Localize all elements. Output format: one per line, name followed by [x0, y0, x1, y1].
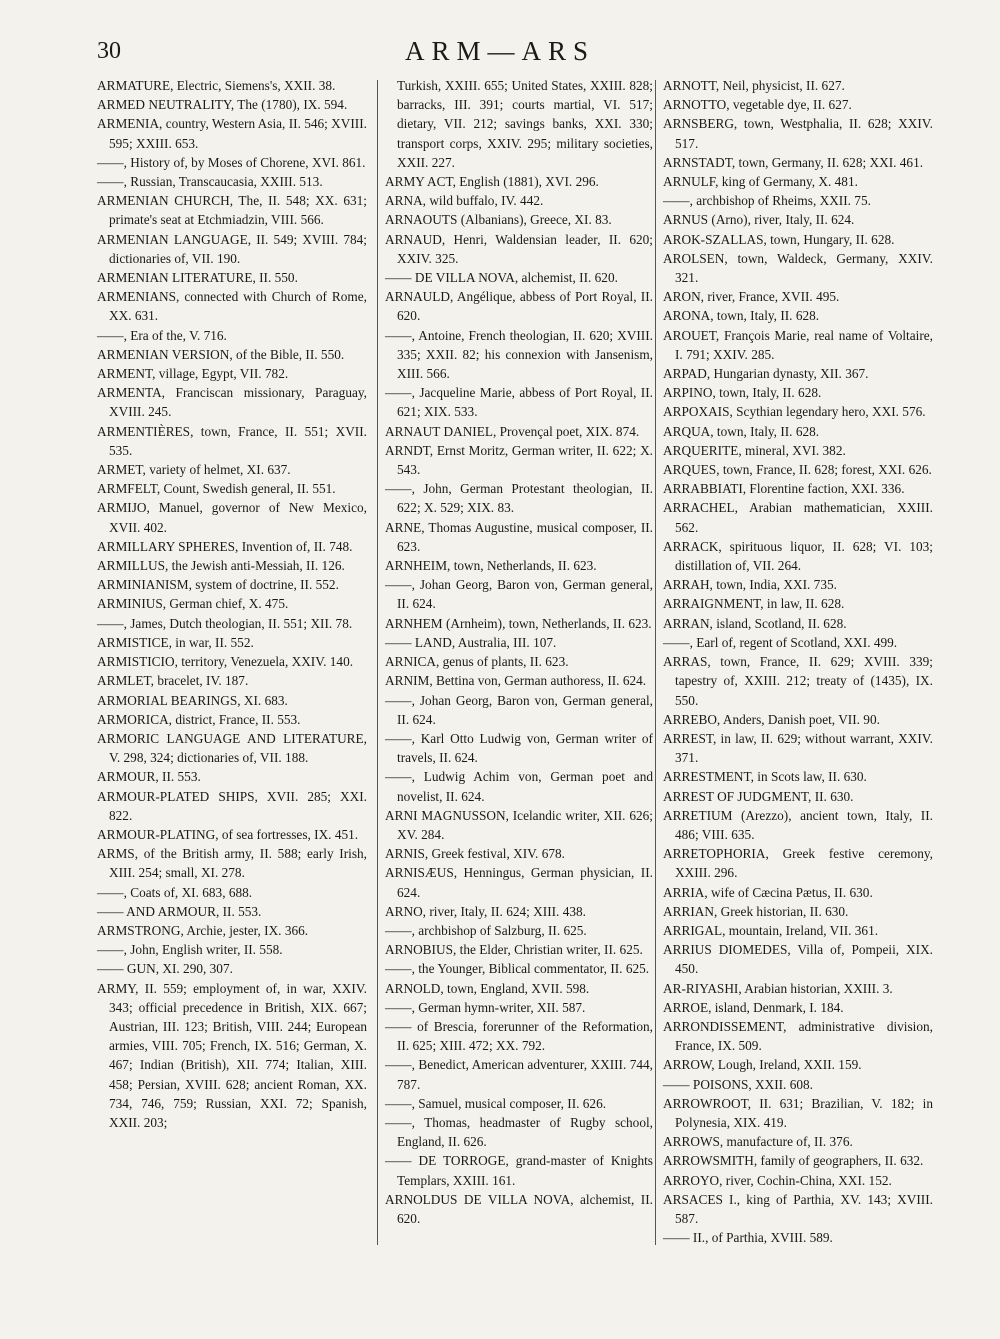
index-entry: ARRIUS DIOMEDES, Villa of, Pompeii, XIX. 450.	[663, 942, 933, 977]
index-entry: ARNIM, Bettina von, German authoress, II. 624.	[385, 673, 647, 689]
index-entry: ——, Ludwig Achim von, German poet and novelist, II. 624.	[385, 769, 653, 804]
index-entry: ARNHEIM, town, Netherlands, II. 623.	[385, 558, 597, 574]
index-entry: ARRIGAL, mountain, Ireland, VII. 361.	[663, 922, 879, 938]
index-entry: ARNAULD, Angélique, abbess of Port Royal, II. 620.	[385, 289, 653, 324]
index-entry: ——, Russian, Transcaucasia, XXIII. 513.	[97, 174, 323, 190]
index-entry: ARMISTICE, in war, II. 552.	[97, 634, 254, 650]
index-entry: ARMY, II. 559; employment of, in war, XXIV. 343; official precedence in British, XIX. 667; Austrian, III. 123; British, VIII. 244; European armies, VIII. 705; French, IX. 516; German, X. 467; Indian (British), XII. 774; Italian, XIII. 458; Persian, XVIII. 628; ancient Roman, XX. 734, 746, 759; Russian, XXI. 72; Spanish, XXII. 203;	[97, 980, 367, 1130]
index-entry: ARRACK, spirituous liquor, II. 628; VI. 103; distillation of, VII. 264.	[663, 538, 933, 574]
index-entry: ARRETIUM (Arezzo), ancient town, Italy, II. 486; VIII. 635.	[663, 807, 933, 842]
index-entry: AR-RIYASHI, Arabian historian, XXIII. 3.	[663, 980, 893, 996]
index-entry: ARONA, town, Italy, II. 628.	[663, 308, 820, 324]
index-entry: ARMENIA, country, Western Asia, II. 546; XVIII. 595; XXIII. 653.	[97, 116, 367, 151]
index-entry: ARPOXAIS, Scythian legendary hero, XXI. 576.	[663, 404, 926, 420]
index-entry: ARRABBIATI, Florentine faction, XXI. 336.	[663, 481, 905, 497]
index-entry: ARREST OF JUDGMENT, II. 630.	[663, 788, 854, 804]
index-entry: ARMISTICIO, territory, Venezuela, XXIV. 140.	[97, 654, 354, 670]
index-entry: ARMENTA, Franciscan missionary, Paraguay, XVIII. 245.	[97, 385, 367, 420]
index-entry: ARNUS (Arno), river, Italy, II. 624.	[663, 212, 855, 228]
index-entry: ARNOBIUS, the Elder, Christian writer, II. 625.	[385, 942, 643, 958]
index-entry: ——, John, German Protestant theologian, II. 622; X. 529; XIX. 83.	[385, 481, 653, 516]
index-entry: ARROWROOT, II. 631; Brazilian, V. 182; in Polynesia, XIX. 419.	[663, 1095, 933, 1130]
index-entry: ARMILLARY SPHERES, Invention of, II. 748.	[97, 538, 353, 554]
index-entry: ——, Johan Georg, Baron von, German general, II. 624.	[385, 577, 653, 612]
index-entry: ARON, river, France, XVII. 495.	[663, 289, 840, 305]
index-entry: ARNI MAGNUSSON, Icelandic writer, XII. 626; XV. 284.	[385, 807, 653, 842]
running-head: ARM—ARS	[404, 36, 596, 66]
index-entry: ARROW, Lough, Ireland, XXII. 159.	[663, 1057, 862, 1073]
index-entry: ARNE, Thomas Augustine, musical composer, II. 623.	[385, 519, 653, 554]
index-entry: ——, the Younger, Biblical commentator, II. 625.	[385, 961, 650, 977]
index-entry: ARSACES I., king of Parthia, XV. 143; XVIII. 587.	[663, 1191, 933, 1226]
index-entry: ARMLET, bracelet, IV. 187.	[97, 673, 249, 689]
index-entry: —— DE TORROGE, grand-master of Knights Templars, XXIII. 161.	[385, 1153, 653, 1188]
index-entry: ARROWSMITH, family of geographers, II. 632.	[663, 1153, 924, 1169]
index-entry: ——, Era of the, V. 716.	[97, 327, 227, 343]
index-entry: ARROE, island, Denmark, I. 184.	[663, 999, 844, 1015]
index-entry: —— GUN, XI. 290, 307.	[97, 961, 233, 977]
index-entry: ARREST, in law, II. 629; without warrant, XXIV. 371.	[663, 730, 933, 766]
index-entry: ——, Benedict, American adventurer, XXIII. 744, 787.	[385, 1057, 653, 1092]
index-entry: ARRETOPHORIA, Greek festive ceremony, XXIII. 296.	[663, 846, 933, 881]
index-entry: ——, German hymn-writer, XII. 587.	[385, 999, 586, 1015]
index-entry: ——, archbishop of Rheims, XXII. 75.	[663, 193, 871, 209]
index-entry: ARMENT, village, Egypt, VII. 782.	[97, 366, 289, 382]
index-entry: ARQUES, town, France, II. 628; forest, XXI. 626.	[663, 462, 932, 478]
index-entry: ——, Johan Georg, Baron von, German general, II. 624.	[385, 692, 653, 727]
column-divider	[655, 80, 656, 1245]
index-entry: ARNSBERG, town, Westphalia, II. 628; XXIV. 517.	[663, 116, 933, 151]
index-entry: ARMORIC LANGUAGE AND LITERATURE, V. 298, 324; dictionaries of, VII. 188.	[97, 730, 367, 766]
index-entry: ——, Coats of, XI. 683, 688.	[97, 884, 253, 900]
index-entry: ——, Samuel, musical composer, II. 626.	[385, 1095, 607, 1111]
index-entry: ARMOUR, II. 553.	[97, 769, 201, 785]
index-entry: ARREBO, Anders, Danish poet, VII. 90.	[663, 711, 880, 727]
index-entry: ARMOUR-PLATING, of sea fortresses, IX. 451.	[97, 826, 359, 842]
index-entry: ARMFELT, Count, Swedish general, II. 551.	[97, 481, 336, 497]
index-entry: ARMENIANS, connected with Church of Rome, XX. 631.	[97, 289, 367, 324]
index-entry: ARMS, of the British army, II. 588; early Irish, XIII. 254; small, XI. 278.	[97, 846, 367, 881]
index-entry: ARNA, wild buffalo, IV. 442.	[385, 193, 544, 209]
index-column-3	[663, 76, 933, 1247]
index-entry: ——, History of, by Moses of Chorene, XVI. 861.	[97, 154, 366, 170]
index-entry: ARNO, river, Italy, II. 624; XIII. 438.	[385, 903, 586, 919]
index-entry: ARQUERITE, mineral, XVI. 382.	[663, 442, 846, 458]
index-entry: ARMENIAN LITERATURE, II. 550.	[97, 270, 298, 286]
index-entry: ARMSTRONG, Archie, jester, IX. 366.	[97, 922, 309, 938]
page-number: 30	[97, 38, 121, 64]
index-entry: ARRAIGNMENT, in law, II. 628.	[663, 596, 845, 612]
index-entry: ARNOTT, Neil, physicist, II. 627.	[663, 78, 845, 93]
index-entry: —— II., of Parthia, XVIII. 589.	[663, 1230, 833, 1246]
index-entry: ARMENIAN VERSION, of the Bible, II. 550.	[97, 346, 345, 362]
index-entry: ARQUA, town, Italy, II. 628.	[663, 423, 820, 439]
index-entry: ——, Earl of, regent of Scotland, XXI. 499.	[663, 634, 898, 650]
index-entry: ARPAD, Hungarian dynasty, XII. 367.	[663, 366, 869, 382]
index-entry: ——, James, Dutch theologian, II. 551; XII. 78.	[97, 615, 353, 631]
index-entry: ARRACHEL, Arabian mathematician, XXIII. 562.	[663, 500, 933, 535]
index-entry: ARMENTIÈRES, town, France, II. 551; XVII. 535.	[97, 423, 367, 458]
index-entry: —— DE VILLA NOVA, alchemist, II. 620.	[385, 270, 618, 286]
index-entry: ARROWS, manufacture of, II. 376.	[663, 1134, 853, 1150]
index-entry: ARMED NEUTRALITY, The (1780), IX. 594.	[97, 97, 348, 113]
index-entry: ARNIS, Greek festival, XIV. 678.	[385, 846, 565, 862]
index-entry: ——, archbishop of Salzburg, II. 625.	[385, 922, 587, 938]
index-column-1	[97, 76, 367, 1132]
index-entry: —— of Brescia, forerunner of the Reformation, II. 625; XIII. 472; XX. 792.	[385, 1018, 653, 1054]
index-entry: ARRONDISSEMENT, administrative division, France, IX. 509.	[663, 1018, 933, 1054]
column-divider	[377, 80, 378, 1245]
index-entry: ARMORICA, district, France, II. 553.	[97, 711, 301, 727]
index-entry: ——, John, English writer, II. 558.	[97, 942, 283, 958]
index-entry: ARNICA, genus of plants, II. 623.	[385, 654, 569, 670]
index-entry: ——, Karl Otto Ludwig von, German writer of travels, II. 624.	[385, 730, 653, 766]
index-entry: ARRAN, island, Scotland, II. 628.	[663, 615, 847, 631]
index-entry: ARMILLUS, the Jewish anti-Messiah, II. 126.	[97, 558, 345, 574]
index-entry: —— AND ARMOUR, II. 553.	[97, 903, 262, 919]
index-column-2	[385, 76, 653, 1228]
index-entry: ARRAH, town, India, XXI. 735.	[663, 577, 837, 593]
index-entry: ARMY ACT, English (1881), XVI. 296.	[385, 174, 599, 190]
index-entry: —— POISONS, XXII. 608.	[663, 1076, 813, 1092]
index-entry: AROUET, François Marie, real name of Voltaire, I. 791; XXIV. 285.	[663, 327, 933, 362]
index-entry: ARNULF, king of Germany, X. 481.	[663, 174, 858, 190]
index-entry: ARROYO, river, Cochin-China, XXI. 152.	[663, 1172, 892, 1188]
index-entry: ARMIJO, Manuel, governor of New Mexico, XVII. 402.	[97, 500, 367, 535]
index-entry: AROK-SZALLAS, town, Hungary, II. 628.	[663, 231, 895, 247]
index-entry: —— LAND, Australia, III. 107.	[385, 634, 557, 650]
index-entry: Turkish, XXIII. 655; United States, XXIII. 828; barracks, III. 391; courts martial, VI. 517; dietary, VII. 212; savings banks, XXI. 330; transport corps, XXIV. 295; military societies, XXII. 227.	[397, 78, 653, 170]
index-entry: ARNSTADT, town, Germany, II. 628; XXI. 461.	[663, 154, 924, 170]
index-entry: ARNHEM (Arnheim), town, Netherlands, II. 623.	[385, 615, 652, 631]
index-entry: ARNAUD, Henri, Waldensian leader, II. 620; XXIV. 325.	[385, 231, 653, 266]
index-entry: ARNOLDUS DE VILLA NOVA, alchemist, II. 620.	[385, 1191, 653, 1226]
index-entry: ARPINO, town, Italy, II. 628.	[663, 385, 822, 401]
index-entry: ARNAOUTS (Albanians), Greece, XI. 83.	[385, 212, 612, 228]
index-entry: AROLSEN, town, Waldeck, Germany, XXIV. 321.	[663, 250, 933, 286]
index-entry: ARRAS, town, France, II. 629; XVIII. 339; tapestry of, XXIII. 212; treaty of (1435), IX. 550.	[663, 654, 933, 708]
index-entry: ARNISÆUS, Henningus, German physician, II. 624.	[385, 865, 653, 900]
index-entry: ARNAUT DANIEL, Provençal poet, XIX. 874.	[385, 423, 640, 439]
index-entry: ARMET, variety of helmet, XI. 637.	[97, 462, 291, 478]
index-entry: ARRIA, wife of Cæcina Pætus, II. 630.	[663, 884, 873, 900]
index-entry: ARMOUR-PLATED SHIPS, XVII. 285; XXI. 822.	[97, 788, 367, 823]
index-entry: ARMINIUS, German chief, X. 475.	[97, 596, 289, 612]
index-entry: ARMENIAN LANGUAGE, II. 549; XVIII. 784; dictionaries of, VII. 190.	[97, 231, 367, 266]
index-entry: ARMINIANISM, system of doctrine, II. 552.	[97, 577, 339, 593]
index-entry: ——, Jacqueline Marie, abbess of Port Royal, II. 621; XIX. 533.	[385, 385, 653, 420]
index-entry: ——, Antoine, French theologian, II. 620; XVIII. 335; XXII. 82; his connexion with Jansenism, XIII. 566.	[385, 327, 653, 382]
index-entry: ——, Thomas, headmaster of Rugby school, England, II. 626.	[385, 1114, 653, 1150]
index-entry: ARMATURE, Electric, Siemens's, XXII. 38.	[97, 78, 336, 93]
index-entry: ARMORIAL BEARINGS, XI. 683.	[97, 692, 288, 708]
index-entry: ARNOTTO, vegetable dye, II. 627.	[663, 97, 852, 113]
index-entry: ARNDT, Ernst Moritz, German writer, II. 622; X. 543.	[385, 442, 653, 478]
index-entry: ARRIAN, Greek historian, II. 630.	[663, 903, 849, 919]
index-entry: ARMENIAN CHURCH, The, II. 548; XX. 631; primate's seat at Etchmiadzin, VIII. 566.	[97, 193, 367, 228]
index-entry: ARNOLD, town, England, XVII. 598.	[385, 980, 590, 996]
index-entry: ARRESTMENT, in Scots law, II. 630.	[663, 769, 867, 785]
